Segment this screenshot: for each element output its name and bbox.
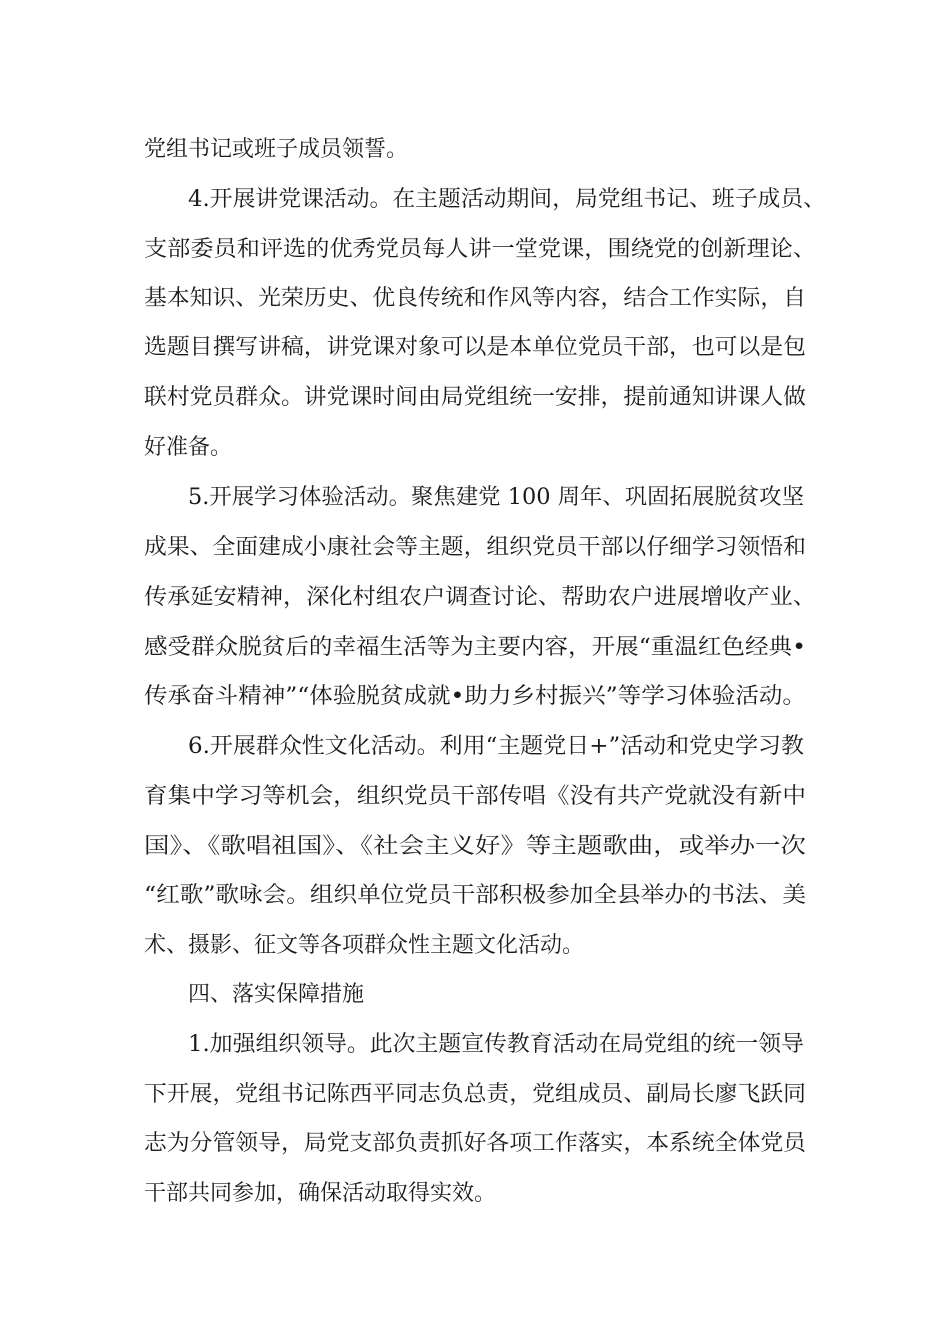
section-heading-text: 四、落实保障措施 xyxy=(188,982,365,1007)
text-line xyxy=(0,430,950,466)
text-line xyxy=(0,1077,950,1113)
text-line xyxy=(0,1027,950,1063)
text-line xyxy=(0,630,950,666)
text-line-content: 支部委员和评选的优秀党员每人讲一堂党课，围绕党的创新理论、 xyxy=(144,237,817,262)
text-line xyxy=(0,829,950,865)
text-line-content: 感受群众脱贫后的幸福生活等为主要内容，开展“重温红色经典• xyxy=(144,635,807,660)
text-line-content: 好准备。 xyxy=(144,435,233,460)
text-line xyxy=(0,779,950,815)
text-line xyxy=(0,380,950,416)
text-line xyxy=(0,580,950,616)
text-line-content: 国》、《歌唱祖国》、《社会主义好》等主题歌曲，或举办一次 xyxy=(144,834,806,859)
text-line xyxy=(0,281,950,317)
text-line xyxy=(0,330,950,366)
text-line xyxy=(0,1126,950,1162)
text-line xyxy=(0,182,950,218)
text-line-content: 6.开展群众性文化活动。利用“主题党日+”活动和党史学习教 xyxy=(188,734,804,759)
text-line-content: 下开展，党组书记陈西平同志负总责，党组成员、副局长廖飞跃同 xyxy=(144,1082,807,1107)
text-line xyxy=(0,132,950,168)
text-line-content: 育集中学习等机会，组织党员干部传唱《没有共产党就没有新中 xyxy=(144,784,806,809)
text-line-content: 5.开展学习体验活动。聚焦建党 100 周年、巩固拓展脱贫攻坚 xyxy=(188,485,804,510)
text-line-content: 成果、全面建成小康社会等主题，组织党员干部以仔细学习领悟和 xyxy=(144,535,807,560)
text-line xyxy=(0,878,950,914)
text-line xyxy=(0,232,950,268)
text-line-content: 基本知识、光荣历史、优良传统和作风等内容，结合工作实际，自 xyxy=(144,286,807,311)
text-line xyxy=(0,679,950,715)
text-line-content: 志为分管领导，局党支部负责抓好各项工作落实，本系统全体党员 xyxy=(144,1131,807,1156)
text-line-content: 选题目撰写讲稿，讲党课对象可以是本单位党员干部，也可以是包 xyxy=(144,335,807,360)
text-line-content: “红歌”歌咏会。组织单位党员干部积极参加全县举办的书法、美 xyxy=(144,883,806,908)
text-line-content: 党组书记或班子成员领誓。 xyxy=(144,137,409,162)
text-line xyxy=(0,530,950,566)
text-line xyxy=(0,480,950,516)
text-line xyxy=(0,1176,950,1212)
text-line-content: 传承延安精神，深化村组农户调查讨论、帮助农户进展增收产业、 xyxy=(144,585,817,610)
text-line xyxy=(0,729,950,765)
text-line-content: 1.加强组织领导。此次主题宣传教育活动在局党组的统一领导 xyxy=(188,1032,805,1057)
section-heading xyxy=(0,977,950,1013)
text-line xyxy=(0,928,950,964)
text-line-content: 传承奋斗精神”“体验脱贫成就•助力乡村振兴”等学习体验活动。 xyxy=(144,684,806,709)
text-line-content: 干部共同参加，确保活动取得实效。 xyxy=(144,1181,497,1206)
text-line-content: 4.开展讲党课活动。在主题活动期间，局党组书记、班子成员、 xyxy=(188,187,827,212)
text-line-content: 术、摄影、征文等各项群众性主题文化活动。 xyxy=(144,933,585,958)
text-line-content: 联村党员群众。讲党课时间由局党组统一安排，提前通知讲课人做 xyxy=(144,385,807,410)
